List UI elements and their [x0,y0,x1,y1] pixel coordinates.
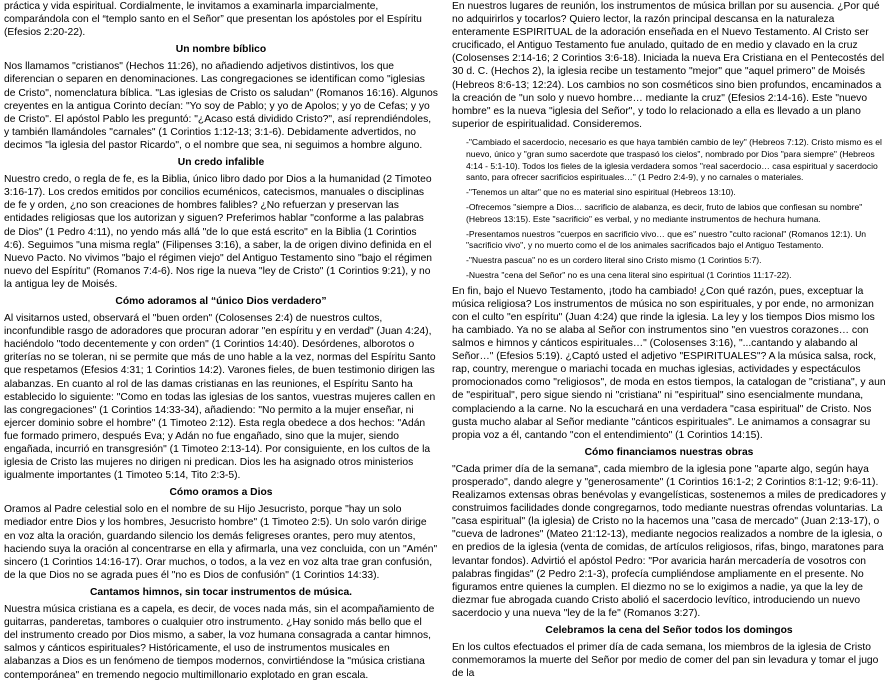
list-item: -Nuestra "cena del Señor" no es una cena literal sino espiritual (1 Corintios 11:17-22). [466,269,792,280]
section-title-hymns: Cantamos himnos, sin tocar instrumentos de música. [89,586,353,598]
infallible-creed-paragraph: Nuestro credo, o regla de fe, es la Biblia, único libro dado por Dios a la humanidad (2 Timoteo 3:16-17). Los credos emitidos por concilios ecuménicos, catecismos, manuales o disciplinas de fe y orden, ¿no son creaciones de hombres falibles? ¿No refuerzan y preservan las entidades religiosas que los autorizan y siguen? Preferimos hablar "conforme a las palabras de Dios" (1 Pedro 4:11), no yendo más allá "de lo que está escrito" en la Biblia (1 Corintios 4:6). Seguimos "una misma regla" (Filipenses 3:16), a saber, la de origen divino definida en el Nuevo Pacto. No vivimos "bajo el régimen viejo" del Antiguo Testamento sino "bajo el régimen nuevo del Espíritu" (Romanos 7:4-6). Nos rige la nueva "ley de Cristo" (1 Corintios 9:21), y no la antigua ley de Moisés. [4,174,433,290]
financing-paragraph: "Cada primer día de la semana", cada miembro de la iglesia pone "aparte algo, según haya prosperado", dando alegre y "generosamente" (1 Corintios 16:1-2; 2 Corintios 8:1-12; 9:6-11). Realizamos extensas obras benévolas y evangelísticas, sostenemos a miles de predicadores y construimos facilidades donde congregarnos, todo mediante nuestras ofrendas voluntarias. La "casa espiritual" (la iglesia) de Cristo no la hacemos una "casa de mercado" (Juan 2:13-17), o "cueva de ladrones" (Mateo 21:12-13), mediante negocios realizados a nombre de la iglesia, o en predios de la iglesia (venta de comidas, de artículos religiosos, rifas, bingo, maratones para levantar fondos). Advirtió el apóstol Pedro: "Por avaricia harán mercadería de vosotros con palabras fingidas" (2 Pedro 2:1-3), profecía cumpliéndose ampliamente en el presente. No figuramos entre quienes la cumplen. El diezmo no se lo exigimos a nadie, ya que la ley de diezmar fue abrogada cuando Cristo abolió el sacerdocio levítico, introduciendo un nuevo sacerdocio y una nueva "ley de la fe" (Romanos 3:27). [452,463,886,619]
list-item: -Ofrecemos "siempre a Dios… sacrificio de alabanza, es decir, fruto de labios que confiesan su nombre" (Hebreos 13:15). Este "sacrificio" es verbal, y no mediante instrumentos de hechura humana. [466,201,863,224]
right-column [452,0,886,682]
prayer-paragraph: Oramos al Padre celestial solo en el nombre de su Hijo Jesucristo, porque "hay un solo mediador entre Dios y los hombres, Jesucristo hombre" (1 Timoteo 2:5). Un solo varón dirige en voz alta la oración, guardando silencio los demás feligreses orantes, pero muy atentos, haciendo suya la oración al concentrarse en ella y afirmarla, una vez concluida, con un "Amén" sincero (1 Corintios 14:16-17). Orar muchos, o todos, a la vez en voz alta trae gran confusión, de la que Dios no se agrada pues él "no es Dios de confusión" (1 Corintios 14:33). [4,504,438,581]
section-title-biblical-name: Un nombre bíblico [175,44,267,56]
everything-changed-paragraph: En fin, bajo el Nuevo Testamento, ¡todo ha cambiado! ¿Con qué razón, pues, exceptuar la música religiosa? Los instrumentos de música no son espirituales, y por ende, no armonizan con el culto "en espíritu" (Juan 4:24) que rinde la iglesia. La ley y los tiempos Dios mismo los ha cambiado. Ya no se alaba al Señor con instrumentos sino "en vuestros corazones… con salmos e himnos y cánticos espirituales…" (Colosenses 3:16), "...cantando y alabando al Señor…" (Efesios 5:19). ¿Captó usted el adjetivo "ESPIRITUALES"? A la música salsa, rock, rap, country, merengue o mariachi tocada en muchas iglesias, actividades y espectáculos promocionados como "religiosos", de moda en estos tiempos, la catalogan de "cristiana", y aun de "espiritual", pero sigue siendo ni "cristiana" ni "espiritual" sino esencialmente mundana, complaciendo a la carne. No la escuchará en una verdadera "casa espiritual" de Cristo. Nos gusta mucho alabar al Señor mediante "cánticos espirituales". Le animamos a consagrar su propia voz a él, cantando "con el entendimiento" (1 Corintios 14:15). [452,285,886,441]
hymns-paragraph: Nuestra música cristiana es a capela, es decir, de voces nada más, sin el acompañamiento de guitarras, panderetas, tambores o cualquier otro instrumento. ¿Hay sonido más bello que el del instrumento creado por Dios mismo, a saber, la voz humana consagrada a cantar himnos, salmos y cánticos espirituales? Históricamente, el uso de instrumentos musicales en alabanzas a Dios es un fenómeno de tiempos modernos, convirtiéndose la "música cristiana contemporánea" en tremendo negocio multimillonario explotado en gran escala. [4,604,435,681]
left-column [4,0,438,684]
biblical-name-paragraph: Nos llamamos "cristianos" (Hechos 11:26), no añadiendo adjetivos distintivos, los que diferencian o separen en denominaciones. Las congregaciones se identifican como "iglesias de Cristo", nomenclatura bíblica. "Las iglesias de Cristo os saludan" (Romanos 16:16). Algunos creyentes en la antigua Corinto decían: "Yo soy de Pablo; y yo de Apolos; y yo de Cefas; y yo de Cristo". El apóstol Pablo les preguntó: "¿Acaso está dividido Cristo?", así reprendiéndoles, y también llamándoles "carnales" (1 Corintios 1:12-13; 3:1-6). Debidamente advertidos, no decimos "la iglesia del pastor Ricardo", o el nombre que sea, ni seguimos a hombre alguno. [4,61,438,151]
section-title-prayer: Cómo oramos a Dios [169,487,273,499]
worship-paragraph: Al visitarnos usted, observará el "buen orden" (Colosenses 2:4) de nuestros cultos, inconfundible rasgo de adoradores que procuran adorar "en espíritu y en verdad" (Juan 4:24), haciéndolo "todo decentemente y con orden" (1 Corintios 14:40). Desórdenes, alborotos o griterías no se toleran, ni se permite que más de uno hable a la vez, normas del Espíritu Santo que respetamos (Efesios 4:31; 1 Corintios 14:2). Varones fieles, de buen testimonio dirigen las alabanzas. En cuanto al rol de las damas cristianas en las reuniones, el Espíritu Santo ha establecido lo siguiente: "Como en todas las iglesias de los santos, vuestras mujeres callen en las congregaciones" (1 Corintios 14:33-34), añadiendo: "No permito a la mujer enseñar, ni ejercer dominio sobre el hombre" (1 Timoteo 2:12). Esta regla obedece a dos hechos: "Adán fue formado primero, después Eva; y Adán no fue engañado, sino que la mujer, siendo engañada, incurrió en transgresión" (1 Timoteo 2:13-14). Por consiguiente, en los cultos de la iglesia de Cristo las mujeres no dirigen ni predican. Dios les ha asignado otros ministerios igualmente importantes (1 Timoteo 5:14, Tito 2:3-5). [4,313,436,482]
section-title-infallible-creed: Un credo infalible [177,157,265,169]
section-title-lords-supper: Celebramos la cena del Señor todos los domingos [545,625,793,637]
list-item: -"Tenemos un altar" que no es material sino espiritual (Hebreos 13:10). [466,187,736,198]
list-item: -"Nuestra pascua" no es un cordero literal sino Cristo mismo (1 Corintios 5:7). [466,255,762,266]
spiritual-worship-paragraph: En nuestros lugares de reunión, los instrumentos de música brillan por su ausencia. ¿Por qué no adquirirlos y tocarlos? Quiero lector, la razón principal descansa en la naturaleza enteramente ESPIRITUAL de la adoración enseñada en el Nuevo Testamento. Al Cristo ser crucificado, el Antiguo Testamento fue anulado, quitado de en medio y clavado en la cruz (Colosenses 2:14-16; 2 Corintios 3:6-18). Iniciada la nueva Era Cristiana en el Pentecostés del 30 d. C. (Hechos 2), la iglesia recibe un testamento "mejor" que "aquel primero" de Moisés (Hebreos 8:6-13; 12:24). Los cambios no son cosméticos sino bien profundos, encaminados a la creación de "un solo y nuevo hombre… mediante la cruz" (Efesios 2:14-16). Este "nuevo hombre" es la nueva "iglesia del Señor", y todo lo relacionado a ella es llevado a un plano superior de espiritualidad. Consideremos. [452,1,885,130]
lords-supper-paragraph: En los cultos efectuados el primer día de cada semana, los miembros de la iglesia de Cristo conmemoramos la muerte del Señor por medio de comer del pan sin levadura y tomar el jugo de la [452,642,879,680]
section-title-financing: Cómo financiamos nuestras obras [584,446,754,458]
list-item: -"Cambiado el sacerdocio, necesario es que haya también cambio de ley" (Hebreos 7:12). Cristo mismo es el nuevo, único y "gran sumo sacerdote que traspasó los cielos", nombrado por Dios "para siempre" (Hebreos 4:14 - 5:1-10). Todos los fieles de la iglesia verdadera somos "real sacerdocio… casa espiritual y sacerdocio santo, para ofrecer sacrificios espirituales…" (1 Pedro 2:4-9), y no carnales o materiales. [466,136,882,183]
intro-paragraph: práctica y vida espiritual. Cordialmente, le invitamos a examinarla imparcialmente, comparándola con el “templo santo en el Señor” que presentan los apóstoles por el Espíritu (Efesios 2:20-22). [4,1,422,39]
section-title-worship: Cómo adoramos al “único Dios verdadero” [115,295,327,307]
list-item: -Presentamos nuestros "cuerpos en sacrificio vivo… que es" nuestro "culto racional" (Romanos 12:1). Un "sacrificio vivo", y no muerto como el de los animales sacrificados bajo el Antiguo Testamento. [466,228,867,251]
